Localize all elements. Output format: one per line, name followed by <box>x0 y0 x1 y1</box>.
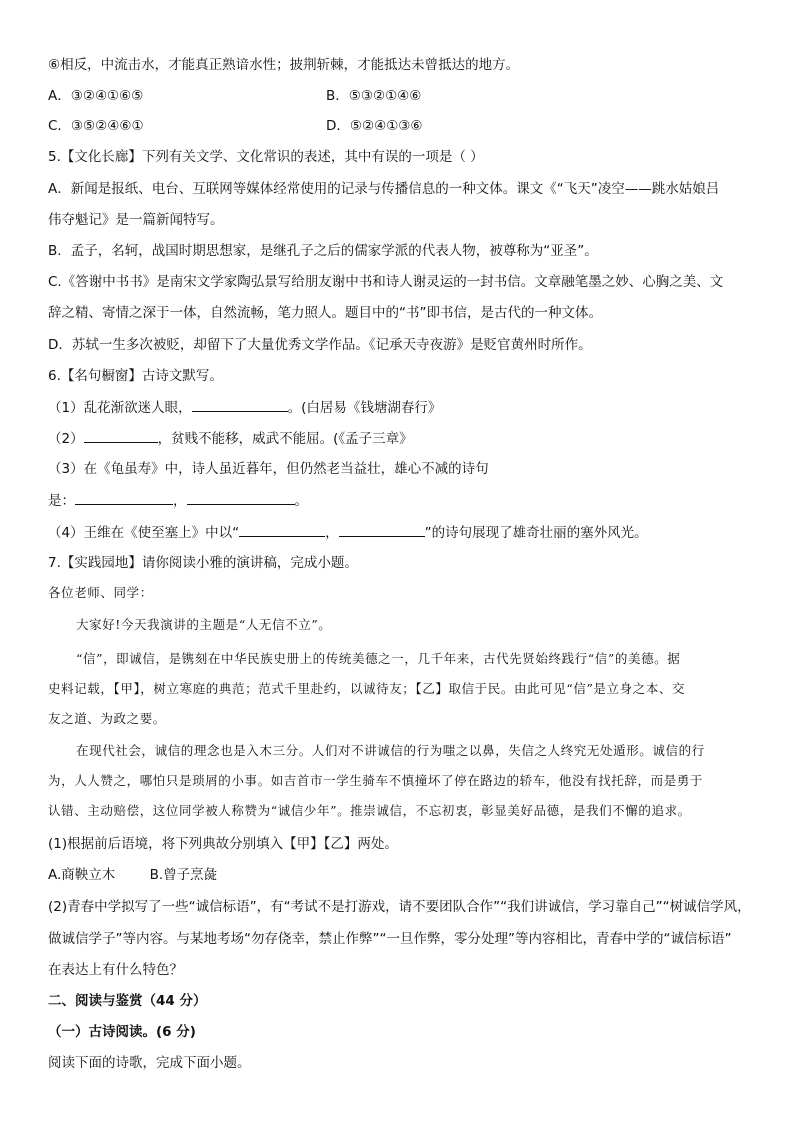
q7-sub2-line2: 做诚信学子”等内容。与某地考场“勿存侥幸，禁止作弊”“一旦作弊，零分处理”等内容相比，青春中学的“诚信标语” <box>48 931 732 947</box>
q6-3-suffix: 。 <box>294 493 308 509</box>
speech-paragraph-1: 大家好!今天我演讲的主题是“人无信不立”。 <box>76 617 332 632</box>
q6-item-3-line1: （3）在《龟虽寿》中，诗人虽近暮年，但仍然老当益壮，雄心不减的诗句 <box>48 461 489 477</box>
answer-blank[interactable] <box>339 522 425 537</box>
speech-paragraph-2-line1: “信”，即诚信，是镌刻在中华民族史册上的传统美德之一，几千年来，古代先贤始终践行“信”的美德。据 <box>76 651 681 666</box>
q6-3-prefix: 是： <box>48 493 75 509</box>
speech-paragraph-2-line2: 史料记载，【甲】，树立寒庭的典范；范式千里赴约，以诚待友；【乙】取信于民。由此可见“信”是立身之本、交 <box>48 681 686 696</box>
answer-blank[interactable] <box>187 490 295 505</box>
q4-option-b: B．⑤③②①④⑥ <box>326 88 422 104</box>
q6-item-4 <box>48 522 648 543</box>
intro-line: ⑥相反，中流击水，才能真正熟谙水性；披荆斩棘，才能抵达未曾抵达的地方。 <box>48 57 520 73</box>
q6-3-mid: ， <box>173 493 187 509</box>
q7-sub2-line1: (2)青春中学拟写了一些“诚信标语”，有“考试不是打游戏，请不要团队合作”“我们讲诚信，学习靠自己”“树诚信学风， <box>48 899 751 915</box>
q4-option-a: A．③②④①⑥⑤ <box>48 88 144 104</box>
q6-item-2 <box>48 428 413 449</box>
q6-2-suffix: ，贫贱不能移，威武不能屈。(《孟子三章》 <box>157 431 413 447</box>
section-2-title: 二、阅读与鉴赏（44 分） <box>48 993 207 1009</box>
speech-paragraph-3-line3: 认错、主动赔偿，这位同学被人称赞为“诚信少年”。推崇诚信，不忘初衷，彰显美好品德，是我们不懈的追求。 <box>48 803 691 818</box>
section-2-instruction: 阅读下面的诗歌，完成下面小题。 <box>48 1055 251 1071</box>
q7-stem: 7.【实践园地】请你阅读小雅的演讲稿，完成小题。 <box>48 555 358 571</box>
q7-sub2-line3: 在表达上有什么特色？ <box>48 962 183 978</box>
q6-1-suffix: 。(白居易《钱塘湖春行》 <box>287 400 442 416</box>
speech-greeting: 各位老师、同学： <box>48 585 153 600</box>
q5-option-c-line2: 辞之精、寄情之深于一体，自然流畅，笔力照人。题目中的“书”即书信，是古代的一种文体。 <box>48 305 602 321</box>
q4-option-c: C．③⑤②④⑥① <box>48 118 144 134</box>
q6-4-mid: ， <box>325 525 339 541</box>
q6-4-prefix: （4）王维在《使至塞上》中以“ <box>48 525 240 541</box>
q5-option-c-line1: C.《答谢中书书》是南宋文学家陶弘景写给朋友谢中书和诗人谢灵运的一封书信。文章融笔墨之妙、心胸之美、文 <box>48 274 724 290</box>
q6-item-1 <box>48 397 441 418</box>
q6-item-3-line2 <box>48 490 308 511</box>
speech-paragraph-3-line1: 在现代社会，诚信的理念也是入木三分。人们对不讲诚信的行为嗤之以鼻，失信之人终究无处遁形。诚信的行 <box>76 743 705 758</box>
q5-option-a-line2: 伟夺魁记》是一篇新闻特写。 <box>48 212 224 228</box>
speech-paragraph-2-line3: 友之道、为政之要。 <box>48 711 166 726</box>
q6-2-prefix: （2） <box>48 431 84 447</box>
q5-option-a-line1: A．新闻是报纸、电台、互联网等媒体经常使用的记录与传播信息的一种文体。课文《“飞天”凌空——跳水姑娘吕 <box>48 181 720 197</box>
q5-stem: 5.【文化长廊】下列有关文学、文化常识的表述，其中有误的一项是（ ） <box>48 149 484 165</box>
q5-option-b: B．孟子，名轲，战国时期思想家，是继孔子之后的儒家学派的代表人物，被尊称为“亚圣”。 <box>48 243 598 259</box>
answer-blank[interactable] <box>75 490 173 505</box>
q6-1-prefix: （1）乱花渐欲迷人眼， <box>48 400 192 416</box>
q6-stem: 6.【名句橱窗】古诗文默写。 <box>48 368 223 384</box>
q4-option-d: D．⑤②④①③⑥ <box>326 118 423 134</box>
answer-blank[interactable] <box>239 522 325 537</box>
section-2-subtitle: （一）古诗阅读。(6 分) <box>48 1024 196 1040</box>
answer-blank[interactable] <box>84 428 158 443</box>
q7-sub1-options: A.商鞅立木 B.曾子烹彘 <box>48 867 218 883</box>
speech-paragraph-3-line2: 为，人人赞之，哪怕只是琐屑的小事。如吉首市一学生骑车不慎撞坏了停在路边的轿车，他没有找托辞，而是勇于 <box>48 773 704 788</box>
q6-4-suffix: ”的诗句展现了雄奇壮丽的塞外风光。 <box>424 525 648 541</box>
answer-blank[interactable] <box>192 397 288 412</box>
q7-sub1: (1)根据前后语境，将下列典故分别填入【甲】【乙】两处。 <box>48 836 398 852</box>
q5-option-d: D．苏轼一生多次被贬，却留下了大量优秀文学作品。《记承天寺夜游》是贬官黄州时所作。 <box>48 337 592 353</box>
